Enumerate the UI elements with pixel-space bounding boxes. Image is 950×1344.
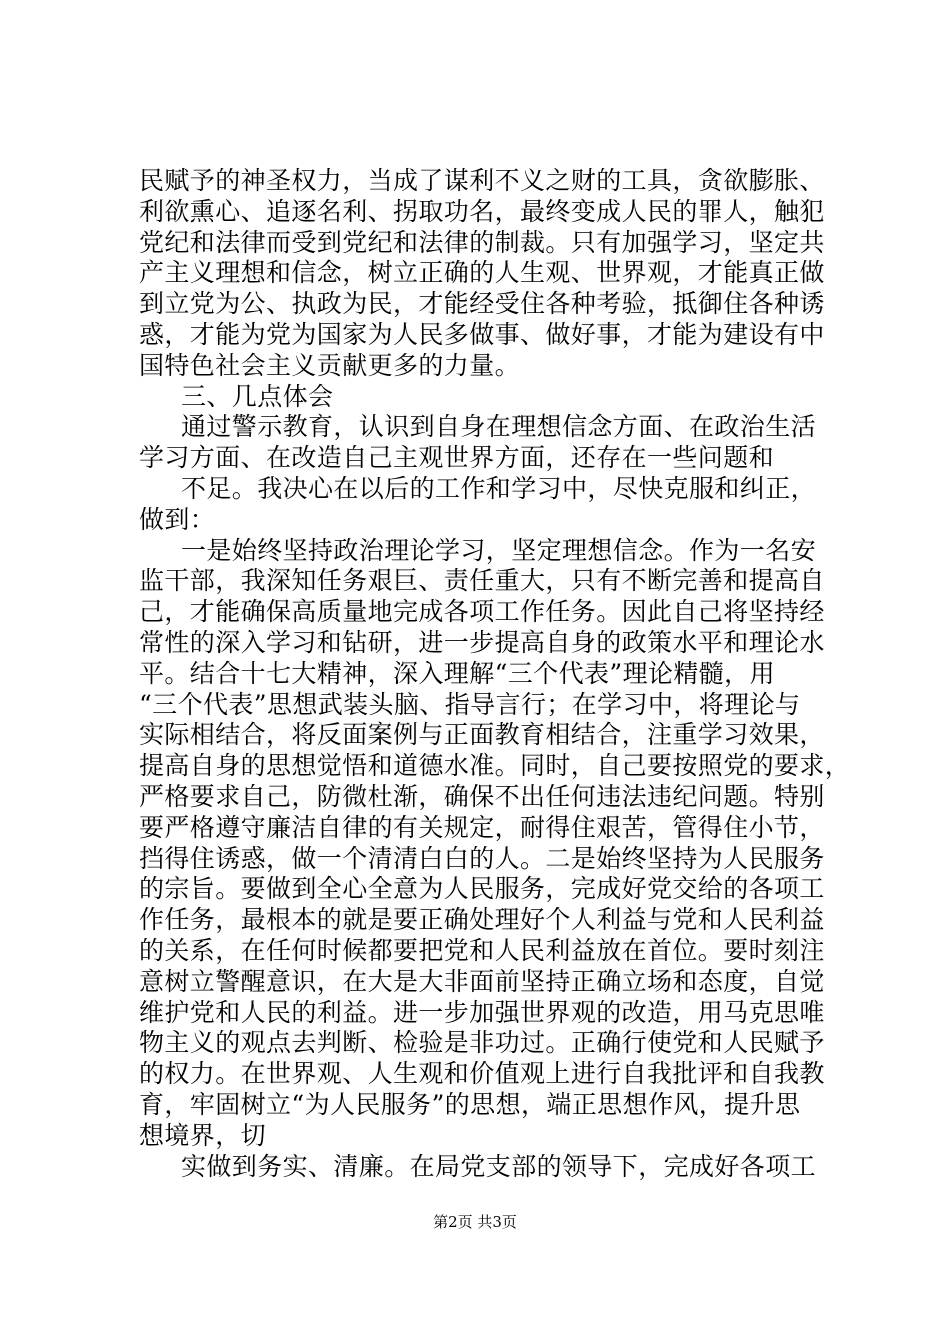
text-line: 实际相结合，将反面案例与正面教育相结合，注重学习效果， bbox=[139, 720, 825, 749]
text-line: 党纪和法律而受到党纪和法律的制裁。只有加强学习，坚定共 bbox=[139, 228, 825, 257]
text-line: 意树立警醒意识，在大是大非面前坚持正确立场和态度，自觉 bbox=[139, 967, 825, 996]
text-line: 通过警示教育，认识到自身在理想信念方面、在政治生活 bbox=[181, 412, 817, 441]
text-line: 监干部，我深知任务艰巨、责任重大，只有不断完善和提高自 bbox=[139, 566, 825, 595]
text-line: 民赋予的神圣权力，当成了谋利不义之财的工具，贪欲膨胀、 bbox=[139, 166, 825, 195]
text-line: 己，才能确保高质量地完成各项工作任务。因此自己将坚持经 bbox=[139, 597, 825, 626]
page-number: 第2页 共3页 bbox=[433, 1213, 517, 1231]
text-line: 国特色社会主义贡献更多的力量。 bbox=[139, 351, 521, 380]
text-line: 育，牢固树立“为人民服务”的思想，端正思想作风，提升思 bbox=[139, 1090, 801, 1119]
text-line: 的关系，在任何时候都要把党和人民利益放在首位。要时刻注 bbox=[139, 936, 825, 965]
text-line: 一是始终坚持政治理论学习，坚定理想信念。作为一名安 bbox=[181, 536, 817, 565]
text-line: 作任务，最根本的就是要正确处理好个人利益与党和人民利益 bbox=[139, 905, 825, 934]
text-line: 严格要求自己，防微杜渐，确保不出任何违法违纪问题。特别 bbox=[139, 782, 825, 811]
text-line: 平。结合十七大精神，深入理解“三个代表”理论精髓，用 bbox=[139, 659, 775, 688]
text-line: 物主义的观点去判断、检验是非功过。正确行使党和人民赋予 bbox=[139, 1028, 825, 1057]
text-line: 想境界，切 bbox=[139, 1121, 267, 1150]
text-line: “三个代表”思想武装头脑、指导言行；在学习中，将理论与 bbox=[139, 690, 801, 719]
text-line: 提高自身的思想觉悟和道德水准。同时，自己要按照党的要求， bbox=[139, 751, 851, 780]
text-line: 的宗旨。要做到全心全意为人民服务，完成好党交给的各项工 bbox=[139, 874, 825, 903]
text-line: 产主义理想和信念，树立正确的人生观、世界观，才能真正做 bbox=[139, 258, 825, 287]
text-line: 不足。我决心在以后的工作和学习中，尽快克服和纠正， bbox=[181, 474, 817, 503]
text-line: 实做到务实、清廉。在局党支部的领导下，完成好各项工 bbox=[181, 1152, 817, 1181]
text-line: 常性的深入学习和钻研，进一步提高自身的政策水平和理论水 bbox=[139, 628, 825, 657]
section-heading: 三、几点体会 bbox=[181, 382, 334, 411]
text-line: 要严格遵守廉洁自律的有关规定，耐得住艰苦，管得住小节， bbox=[139, 813, 825, 842]
text-line: 学习方面、在改造自己主观世界方面，还存在一些问题和 bbox=[139, 443, 775, 472]
text-line: 的权力。在世界观、人生观和价值观上进行自我批评和自我教 bbox=[139, 1059, 825, 1088]
text-line: 挡得住诱惑，做一个清清白白的人。二是始终坚持为人民服务 bbox=[139, 844, 825, 873]
text-line: 到立党为公、执政为民，才能经受住各种考验，抵御住各种诱 bbox=[139, 289, 825, 318]
text-line: 惑，才能为党为国家为人民多做事、做好事，才能为建设有中 bbox=[139, 320, 825, 349]
text-line: 维护党和人民的利益。进一步加强世界观的改造，用马克思唯 bbox=[139, 998, 825, 1027]
text-line: 做到： bbox=[139, 505, 216, 534]
text-line: 利欲熏心、追逐名利、拐取功名，最终变成人民的罪人，触犯 bbox=[139, 197, 825, 226]
